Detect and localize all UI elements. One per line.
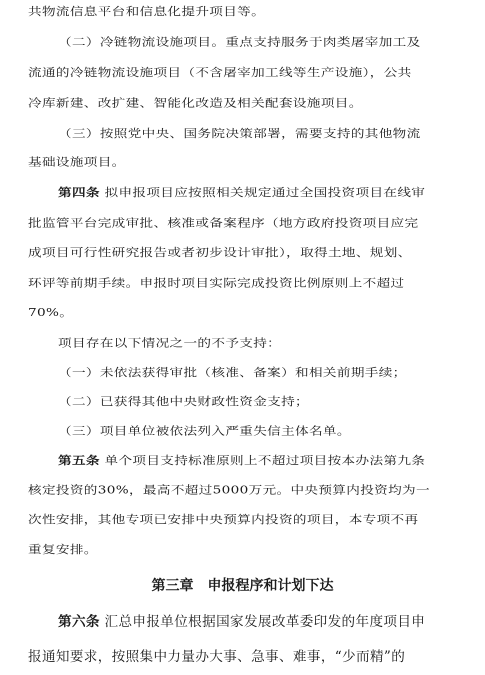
article-label: 第五条 [58, 454, 100, 468]
line-text: （三）项目单位被依法列入严重失信主体名单。 [58, 424, 351, 438]
line-text: 报通知要求，按照集中力量办大事、急事、难事，“少而精”的 [28, 649, 406, 665]
article-label: 第四条 [58, 186, 100, 200]
chapter-heading: 第三章 申报程序和计划下达 [151, 578, 334, 594]
article-label: 第六条 [58, 614, 100, 630]
line-text: 单个项目支持标准原则上不超过项目按本办法第九条 [104, 454, 426, 468]
line-text: 成项目可行性研究报告或者初步设计审批），取得土地、规划、 [28, 246, 412, 260]
text-line [28, 646, 485, 668]
line-text: （二）已获得其他中央财政性资金支持； [58, 395, 309, 408]
line-text: 冷库新建、改扩建、智能化改造及相关配套设施项目。 [28, 96, 363, 110]
line-text: 拟申报项目应按照相关规定通过全国投资项目在线审 [104, 186, 426, 200]
line-text: 汇总申报单位根据国家发展改革委印发的年度项目申 [104, 614, 426, 630]
line-text: 重复安排。 [28, 543, 98, 556]
line-text: （二）冷链物流设施项目。重点支持服务于肉类屠宰加工及 [58, 36, 421, 49]
line-text: 基础设施项目。 [28, 156, 126, 169]
line-text: （三）按照党中央、国务院决策部署，需要支持的其他物流 [58, 127, 421, 140]
line-text: 项目存在以下情况之一的不予支持： [58, 336, 282, 350]
line-text: （一）未依法获得审批（核准、备案）和相关前期手续； [58, 366, 407, 380]
line-text: 共物流信息平台和信息化提升项目等。 [28, 5, 266, 19]
line-text: 次性安排，其他专项已安排中央预算内投资的项目，本专项不再 [28, 513, 419, 527]
text-line [58, 611, 485, 633]
line-text: 流通的冷链物流设施项目（不含屠宰加工线等生产设施），公共 [28, 66, 412, 80]
line-text: 批监管平台完成审批、核准或备案程序（地方政府投资项目应完 [28, 216, 419, 230]
line-text: 核定投资的30%，最高不超过5000万元。中央预算内投资均为一 [28, 484, 430, 497]
line-text: 环评等前期手续。申报时项目实际完成投资比例原则上不超过 [28, 276, 405, 290]
line-text: 70%。 [28, 306, 74, 320]
